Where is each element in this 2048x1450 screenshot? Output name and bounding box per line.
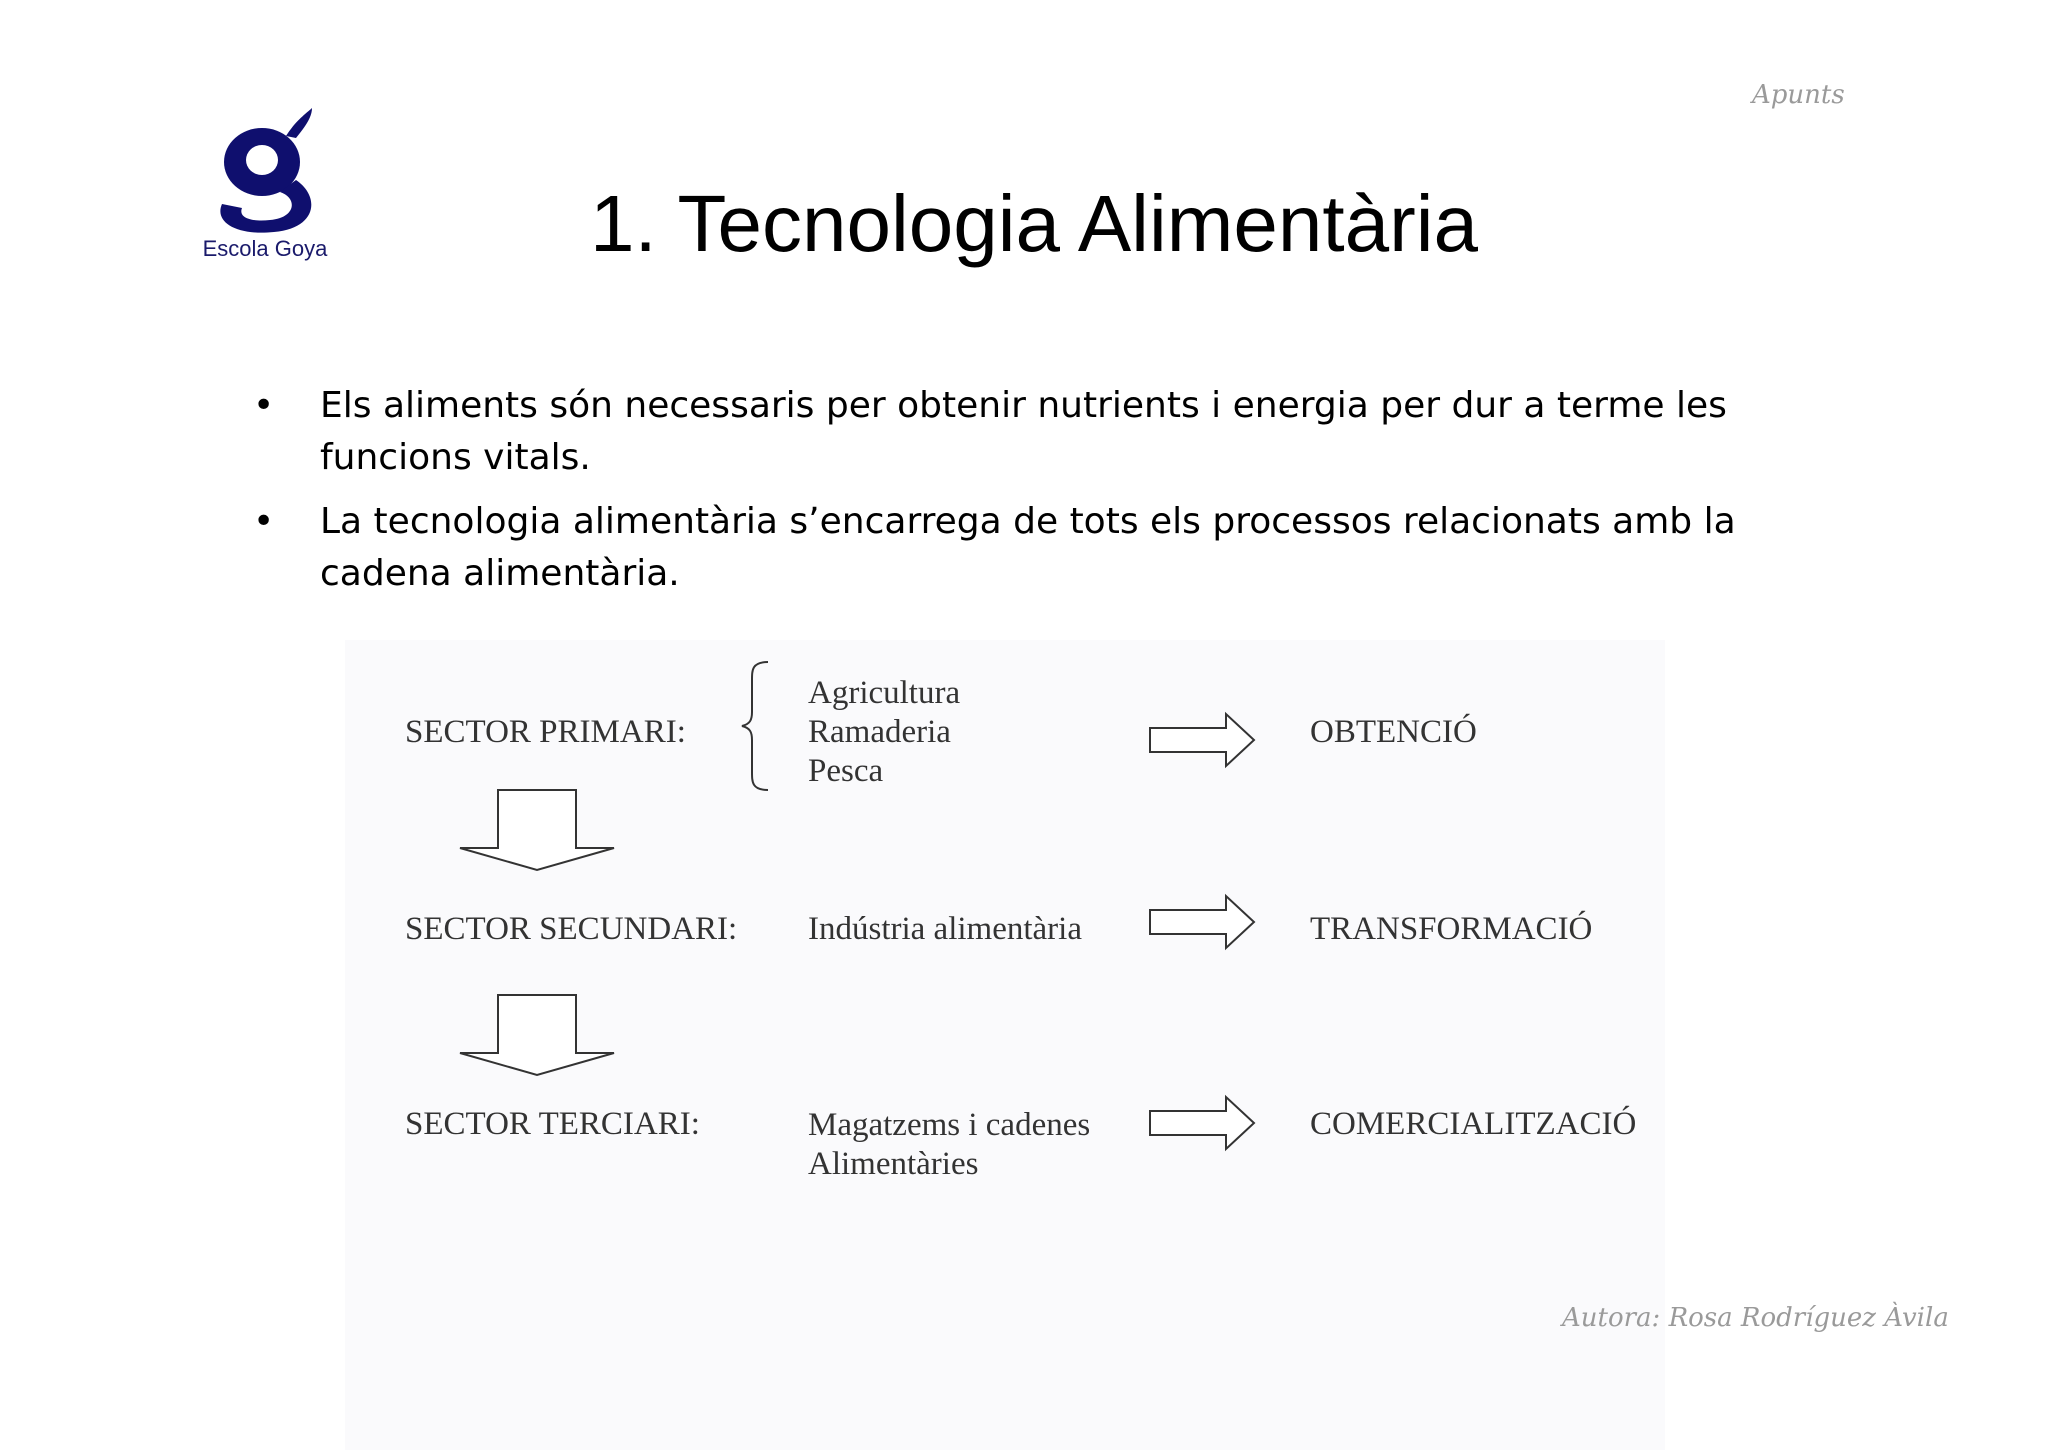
right-arrow-icon [1148,1093,1258,1153]
bullet-item [250,380,1750,484]
down-arrow-icon [458,993,618,1077]
activity-industria: Indústria alimentària [808,911,1082,947]
right-arrow-icon [1148,710,1258,770]
school-logo [200,100,340,270]
activity-magatzems: Magatzems i cadenes [808,1107,1091,1143]
bullet-item [250,496,1750,600]
activity-ramaderia: Ramaderia [808,714,951,750]
bullet-dot-icon: • [253,501,275,542]
primary-sector-label: SECTOR PRIMARI: [405,714,686,750]
corner-note: Apunts [1752,80,1845,110]
result-obtencio: OBTENCIÓ [1310,714,1477,750]
activity-pesca: Pesca [808,753,884,789]
secondary-sector-label: SECTOR SECUNDARI: [405,911,738,947]
activity-alimentaries: Alimentàries [808,1146,979,1182]
g-logo-icon [200,100,330,240]
tertiary-sector-label: SECTOR TERCIARI: [405,1106,700,1142]
bullet-text: Els aliments són necessaris per obtenir nutrients i energia per dur a terme les funcions vitals. [320,385,1727,478]
result-transformacio: TRANSFORMACIÓ [1310,911,1593,947]
author-credit: Autora: Rosa Rodríguez Àvila [1562,1303,1949,1333]
result-comercialitzacio: COMERCIALITZACIÓ [1310,1106,1637,1142]
right-arrow-icon [1148,892,1258,952]
bullet-text: La tecnologia alimentària s’encarrega de tots els processos relacionats amb la cadena alimentària. [320,501,1736,594]
bullet-dot-icon: • [253,385,275,426]
down-arrow-icon [458,788,618,872]
bullet-list [250,380,1750,612]
logo-text: Escola Goya [202,236,328,261]
activity-agricultura: Agricultura [808,675,961,711]
curly-brace-icon [738,660,772,792]
page-title: 1. Tecnologia Alimentària [590,179,1478,268]
